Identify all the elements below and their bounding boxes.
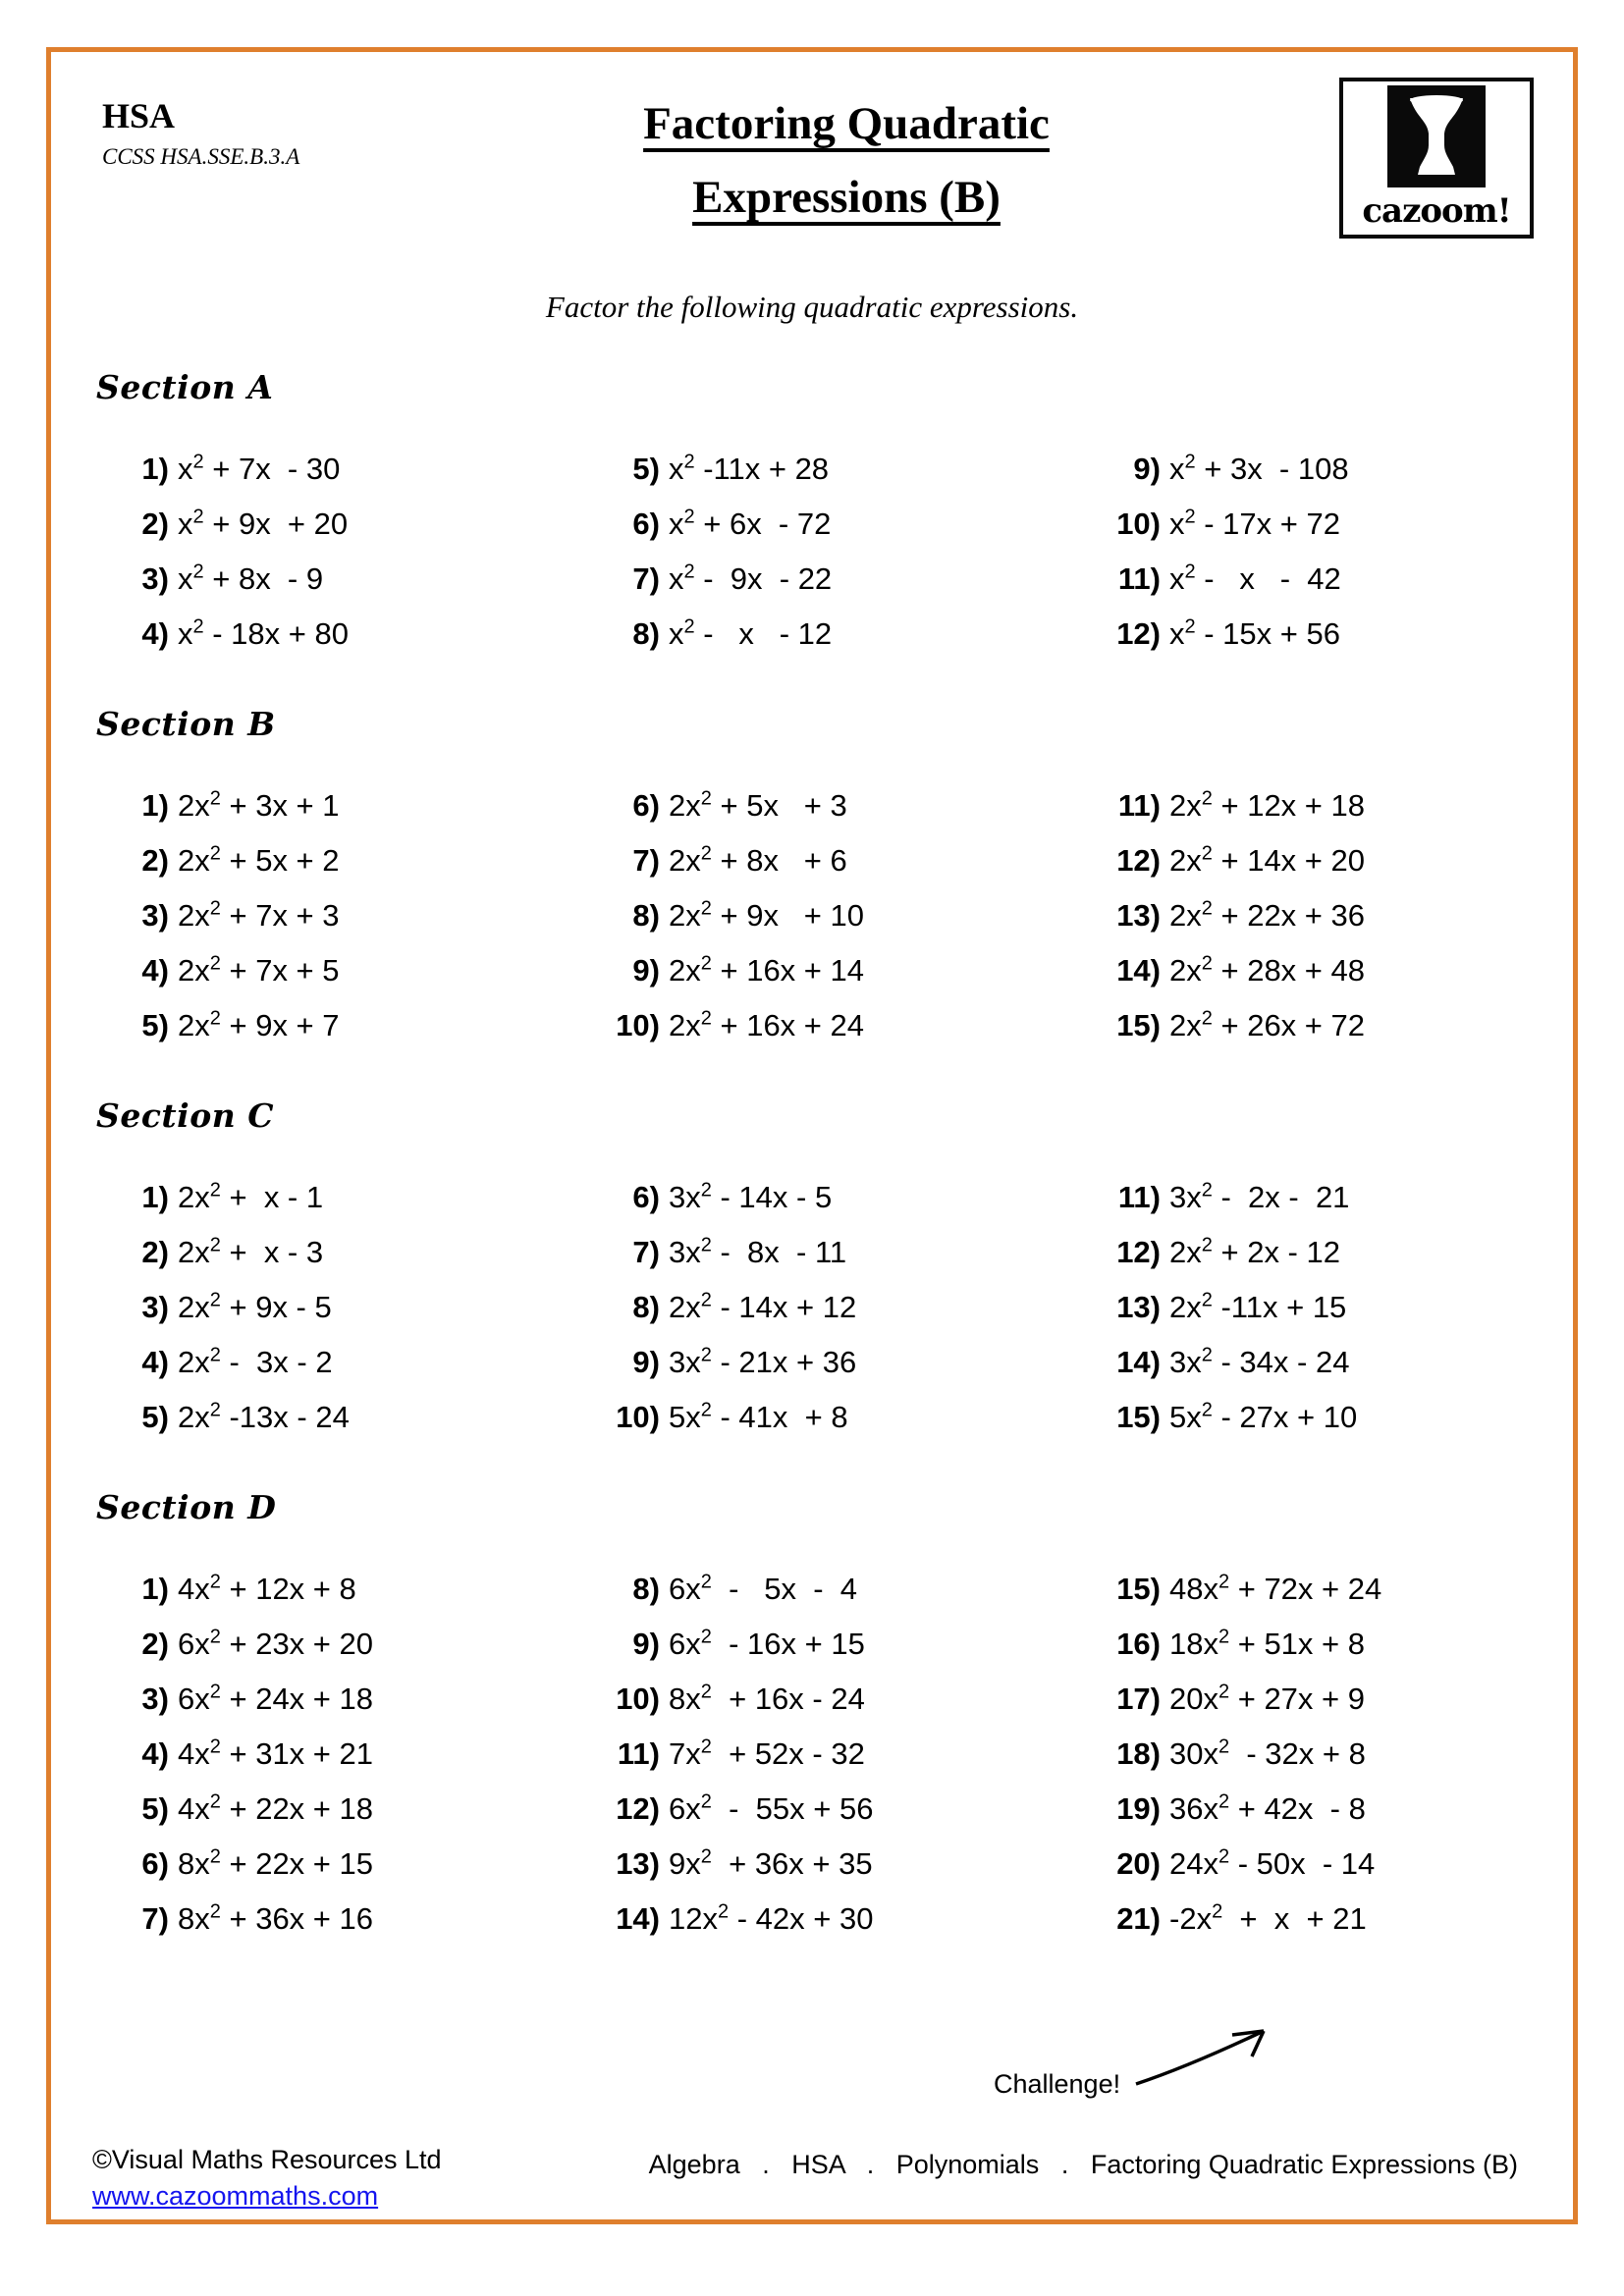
- exponent: 2: [1201, 897, 1213, 920]
- problem-row: [597, 1727, 1098, 1782]
- exponent: 2: [209, 1735, 221, 1758]
- exponent: 2: [1184, 615, 1196, 638]
- exponent: 2: [1201, 1179, 1213, 1201]
- website-link[interactable]: www.cazoommaths.com: [92, 2180, 379, 2211]
- exponent: 2: [1201, 1289, 1213, 1311]
- problem-number: 20): [1116, 1846, 1161, 1881]
- problem-expression: $3x^2 - 8x - 11$: [669, 1234, 847, 1269]
- footer: [92, 2142, 1532, 2214]
- problem-expression: $7x^2 + 52x - 32$: [669, 1735, 865, 1771]
- problem-column: [1098, 1562, 1534, 1947]
- problem-number: 7): [632, 1235, 660, 1269]
- problem-expression: $2x^2 + 12x + 18$: [1169, 787, 1365, 823]
- problem-expression: $2x^2 + 9x - 5$: [178, 1289, 332, 1324]
- problem-number: 3): [141, 1290, 169, 1324]
- problem-expression: $2x^2$ -13x - 24: [178, 1399, 350, 1434]
- exponent: 2: [209, 787, 221, 810]
- problem-column: [106, 442, 597, 662]
- page-title: [385, 78, 1308, 235]
- exponent: 2: [700, 1735, 712, 1758]
- problem-column: [106, 1170, 597, 1445]
- problem-expression: $6x^2 - 16x + 15$: [669, 1626, 865, 1661]
- exponent: 2: [683, 451, 695, 473]
- problem-row: [106, 552, 597, 607]
- problem-grid: [90, 778, 1534, 1053]
- problem-expression: $2x^2 + 7x + 5$: [178, 952, 340, 988]
- header-meta: [90, 78, 385, 170]
- problem-number: 14): [1116, 953, 1161, 988]
- exponent: 2: [209, 952, 221, 975]
- problem-expression: $36x^2 + 42x - 8$: [1169, 1790, 1366, 1826]
- exponent: 2: [717, 1900, 730, 1923]
- problem-expression: $x^2 - 18x + 80$: [178, 615, 349, 651]
- problem-row: [106, 998, 597, 1053]
- section: [90, 1096, 1534, 1445]
- exponent: 2: [700, 1234, 712, 1256]
- problem-expression: $x^2 - 15x + 56$: [1169, 615, 1340, 651]
- problem-number: 21): [1116, 1901, 1161, 1936]
- exponent: 2: [192, 615, 204, 638]
- problem-row: [597, 998, 1098, 1053]
- problem-row: [106, 833, 597, 888]
- exponent: 2: [209, 1681, 221, 1703]
- problem-number: 15): [1116, 1400, 1161, 1434]
- problem-row: [106, 1727, 597, 1782]
- problem-row: [597, 1225, 1098, 1280]
- exponent: 2: [209, 1845, 221, 1868]
- problem-number: 18): [1116, 1736, 1161, 1771]
- problem-column: [597, 1170, 1098, 1445]
- exponent: 2: [1212, 1900, 1223, 1923]
- problem-row: [597, 833, 1098, 888]
- problem-number: 13): [1116, 898, 1161, 933]
- exponent: 2: [1218, 1681, 1230, 1703]
- exponent: 2: [1184, 506, 1196, 528]
- exponent: 2: [1201, 1007, 1213, 1030]
- exponent: 2: [209, 1399, 221, 1421]
- ccss-code: CCSS HSA.SSE.B.3.A: [102, 144, 300, 169]
- problem-expression: $24x^2 - 50x - 14$: [1169, 1845, 1376, 1881]
- exponent: 2: [700, 1681, 712, 1703]
- section-heading: Section A: [96, 368, 274, 406]
- problem-row: [1098, 497, 1534, 552]
- exponent: 2: [1218, 1845, 1230, 1868]
- problem-row: [1098, 442, 1534, 497]
- problem-row: [597, 497, 1098, 552]
- problem-expression: $2x^2 + x - 1$: [178, 1179, 324, 1214]
- problem-number: 10): [616, 1400, 660, 1434]
- problem-expression: $x^2$ - x - 42: [1169, 561, 1341, 596]
- exponent: 2: [700, 1790, 712, 1813]
- problem-number: 6): [141, 1846, 169, 1881]
- exponent: 2: [209, 1007, 221, 1030]
- problem-number: 9): [1133, 452, 1161, 486]
- problem-row: [597, 778, 1098, 833]
- exponent: 2: [209, 1626, 221, 1648]
- problem-row: [106, 1672, 597, 1727]
- problem-expression: $x^2 + 3x - 108$: [1169, 451, 1349, 486]
- problem-row: [106, 1225, 597, 1280]
- challenge-label: Challenge!: [994, 2069, 1121, 2099]
- exponent: 2: [1201, 842, 1213, 865]
- problem-number: 13): [1116, 1290, 1161, 1324]
- problem-number: 12): [616, 1791, 660, 1826]
- challenge-arrow-icon: [1130, 2015, 1277, 2092]
- problem-number: 5): [141, 1400, 169, 1434]
- problem-row: [1098, 888, 1534, 943]
- problem-column: [1098, 442, 1534, 662]
- exponent: 2: [192, 451, 204, 473]
- problem-number: 16): [1116, 1627, 1161, 1661]
- problem-number: 11): [1117, 1180, 1161, 1214]
- problem-number: 12): [1116, 843, 1161, 878]
- problem-row: [106, 442, 597, 497]
- problem-row: [1098, 1672, 1534, 1727]
- problem-expression: $2x^2 + 16x + 14$: [669, 952, 864, 988]
- problem-number: 5): [632, 452, 660, 486]
- problem-number: 5): [141, 1791, 169, 1826]
- problem-row: [597, 1837, 1098, 1892]
- problem-expression: $18x^2 + 51x + 8$: [1169, 1626, 1365, 1661]
- problem-expression: $48x^2 + 72x + 24$: [1169, 1571, 1382, 1606]
- problem-row: [1098, 998, 1534, 1053]
- problem-number: 14): [1116, 1345, 1161, 1379]
- problem-row: [1098, 1390, 1534, 1445]
- problem-number: 9): [632, 1627, 660, 1661]
- problem-expression: $2x^2 + 26x + 72$: [1169, 1007, 1365, 1042]
- exponent: 2: [1218, 1735, 1230, 1758]
- problem-row: [106, 1335, 597, 1390]
- exponent: 2: [700, 1626, 712, 1648]
- problem-number: 8): [632, 1572, 660, 1606]
- problem-expression: $2x^2 + 28x + 48$: [1169, 952, 1365, 988]
- problem-row: [106, 1782, 597, 1837]
- exponent: 2: [209, 1344, 221, 1366]
- problem-number: 12): [1116, 616, 1161, 651]
- exponent: 2: [700, 1179, 712, 1201]
- problem-row: [597, 1672, 1098, 1727]
- problem-expression: $x^2 - 17x + 72$: [1169, 506, 1340, 541]
- problem-row: [597, 552, 1098, 607]
- exponent: 2: [209, 1234, 221, 1256]
- problem-expression: $2x^2 - 14x + 12$: [669, 1289, 857, 1324]
- exponent: 2: [700, 1399, 712, 1421]
- problem-row: [1098, 833, 1534, 888]
- section-heading: Section D: [96, 1488, 277, 1526]
- problem-expression: $x^2 + 6x - 72$: [669, 506, 832, 541]
- problem-expression: $x^2 + 8x - 9$: [178, 561, 324, 596]
- problem-grid: [90, 442, 1534, 662]
- exponent: 2: [209, 1790, 221, 1813]
- exponent: 2: [1201, 787, 1213, 810]
- challenge-callout: [994, 2015, 1277, 2100]
- problem-expression: $2x^2 + 5x + 2$: [178, 842, 340, 878]
- exponent: 2: [683, 561, 695, 583]
- problem-expression: $2x^2$ -11x + 15: [1169, 1289, 1347, 1324]
- problem-expression: $2x^2 + 3x + 1$: [178, 787, 340, 823]
- header: [90, 78, 1534, 239]
- problem-row: [1098, 1782, 1534, 1837]
- problem-row: [1098, 1280, 1534, 1335]
- problem-number: 11): [1117, 788, 1161, 823]
- problem-expression: $2x^2 + 9x + 7$: [178, 1007, 340, 1042]
- exponent: 2: [209, 1179, 221, 1201]
- problem-number: 17): [1116, 1682, 1161, 1716]
- problem-number: 3): [141, 561, 169, 596]
- exponent: 2: [700, 897, 712, 920]
- problem-grid: [90, 1170, 1534, 1445]
- problem-number: 7): [632, 561, 660, 596]
- problem-number: 11): [617, 1736, 660, 1771]
- problem-expression: $3x^2 - 21x + 36$: [669, 1344, 857, 1379]
- problem-row: [1098, 1335, 1534, 1390]
- exponent: 2: [683, 506, 695, 528]
- problem-expression: $30x^2 - 32x + 8$: [1169, 1735, 1366, 1771]
- problem-expression: $9x^2 + 36x + 35$: [669, 1845, 873, 1881]
- problem-column: [597, 1562, 1098, 1947]
- section: [90, 368, 1534, 662]
- problem-expression: $3x^2 - 2x - 21$: [1169, 1179, 1350, 1214]
- section-heading: Section C: [96, 1096, 274, 1135]
- exponent: 2: [1184, 451, 1196, 473]
- problem-expression: $20x^2 + 27x + 9$: [1169, 1681, 1365, 1716]
- exponent: 2: [209, 897, 221, 920]
- problem-number: 7): [141, 1901, 169, 1936]
- problem-row: [106, 1280, 597, 1335]
- section-heading: Section B: [96, 705, 276, 743]
- problem-number: 9): [632, 953, 660, 988]
- problem-number: 1): [141, 1572, 169, 1606]
- problem-expression: $3x^2 - 34x - 24$: [1169, 1344, 1350, 1379]
- problem-row: [1098, 1225, 1534, 1280]
- exponent: 2: [700, 1344, 712, 1366]
- problem-expression: $6x^2 + 23x + 20$: [178, 1626, 373, 1661]
- problem-row: [1098, 1837, 1534, 1892]
- exponent: 2: [1201, 1344, 1213, 1366]
- problem-number: 4): [141, 1736, 169, 1771]
- problem-expression: $4x^2 + 22x + 18$: [178, 1790, 373, 1826]
- problem-expression: $2x^2 + 8x + 6$: [669, 842, 847, 878]
- problem-expression: $6x^2 - 5x - 4$: [669, 1571, 858, 1606]
- problem-row: [597, 888, 1098, 943]
- problem-number: 8): [632, 616, 660, 651]
- breadcrumb: Algebra . HSA . Polynomials . Factoring Quadratic Expressions (B): [648, 2150, 1518, 2179]
- exponent: 2: [1184, 561, 1196, 583]
- problem-number: 1): [141, 452, 169, 486]
- problem-number: 4): [141, 1345, 169, 1379]
- exponent: 2: [1218, 1626, 1230, 1648]
- problem-column: [597, 778, 1098, 1053]
- problem-row: [597, 1892, 1098, 1947]
- problem-row: [1098, 1892, 1534, 1947]
- problem-expression: $2x^2 + x - 3$: [178, 1234, 324, 1269]
- drum-icon: [1387, 85, 1486, 187]
- problem-row: [597, 1782, 1098, 1837]
- problem-expression: $8x^2 + 22x + 15$: [178, 1845, 373, 1881]
- problem-number: 10): [1116, 507, 1161, 541]
- problem-expression: $8x^2 + 16x - 24$: [669, 1681, 865, 1716]
- problem-row: [1098, 1562, 1534, 1617]
- problem-row: [1098, 552, 1534, 607]
- problem-expression: $3x^2 - 14x - 5$: [669, 1179, 833, 1214]
- problem-expression: $5x^2 - 27x + 10$: [1169, 1399, 1358, 1434]
- exponent: 2: [700, 1845, 712, 1868]
- exponent: 2: [209, 842, 221, 865]
- instruction-text: Factor the following quadratic expressions.: [545, 290, 1079, 324]
- problem-row: [1098, 1170, 1534, 1225]
- title-line-2: Expressions (B): [692, 172, 1001, 224]
- problem-row: [106, 943, 597, 998]
- problem-row: [106, 497, 597, 552]
- problem-number: 3): [141, 898, 169, 933]
- problem-number: 2): [141, 1627, 169, 1661]
- problem-column: [106, 778, 597, 1053]
- problem-number: 19): [1116, 1791, 1161, 1826]
- exponent: 2: [1218, 1790, 1230, 1813]
- problem-row: [106, 1837, 597, 1892]
- problem-number: 13): [616, 1846, 660, 1881]
- sections: [90, 368, 1534, 1947]
- problem-expression: $6x^2 + 24x + 18$: [178, 1681, 373, 1716]
- problem-expression: $4x^2 + 31x + 21$: [178, 1735, 373, 1771]
- problem-row: [1098, 607, 1534, 662]
- worksheet-page: [46, 47, 1578, 2224]
- problem-row: [597, 1280, 1098, 1335]
- exponent: 2: [209, 1289, 221, 1311]
- problem-row: [597, 1617, 1098, 1672]
- problem-column: [1098, 1170, 1534, 1445]
- problem-expression: $2x^2 + 2x - 12$: [1169, 1234, 1340, 1269]
- problem-row: [597, 1562, 1098, 1617]
- problem-expression: $12x^2 - 42x + 30$: [669, 1900, 874, 1936]
- cazoom-logo: [1339, 78, 1534, 239]
- exponent: 2: [1201, 952, 1213, 975]
- section: [90, 705, 1534, 1053]
- problem-row: [1098, 778, 1534, 833]
- problem-expression: $x^2$ - x - 12: [669, 615, 833, 651]
- problem-row: [106, 607, 597, 662]
- problem-number: 12): [1116, 1235, 1161, 1269]
- exponent: 2: [192, 506, 204, 528]
- exponent: 2: [1218, 1571, 1230, 1593]
- problem-number: 6): [632, 507, 660, 541]
- exponent: 2: [1201, 1399, 1213, 1421]
- problem-row: [597, 607, 1098, 662]
- section: [90, 1488, 1534, 1947]
- problem-row: [597, 1335, 1098, 1390]
- problem-number: 9): [632, 1345, 660, 1379]
- problem-row: [1098, 943, 1534, 998]
- copyright-text: ©Visual Maths Resources Ltd: [92, 2145, 442, 2175]
- problem-number: 6): [632, 1180, 660, 1214]
- problem-row: [597, 1390, 1098, 1445]
- problem-row: [597, 943, 1098, 998]
- problem-row: [106, 1170, 597, 1225]
- problem-number: 2): [141, 843, 169, 878]
- problem-row: [597, 1170, 1098, 1225]
- problem-row: [106, 778, 597, 833]
- exponent: 2: [700, 1007, 712, 1030]
- problem-number: 15): [1116, 1008, 1161, 1042]
- problem-row: [106, 1892, 597, 1947]
- problem-number: 8): [632, 898, 660, 933]
- problem-row: [1098, 1727, 1534, 1782]
- problem-number: 10): [616, 1682, 660, 1716]
- problem-number: 7): [632, 843, 660, 878]
- problem-number: 8): [632, 1290, 660, 1324]
- problem-number: 2): [141, 507, 169, 541]
- exponent: 2: [700, 842, 712, 865]
- problem-column: [597, 442, 1098, 662]
- problem-column: [106, 1562, 597, 1947]
- problem-row: [106, 888, 597, 943]
- problem-column: [1098, 778, 1534, 1053]
- problem-expression: $2x^2 + 5x + 3$: [669, 787, 847, 823]
- exponent: 2: [700, 1289, 712, 1311]
- footer-left: [92, 2142, 442, 2214]
- problem-expression: $4x^2 + 12x + 8$: [178, 1571, 356, 1606]
- problem-expression: $x^2 + 9x + 20$: [178, 506, 349, 541]
- problem-expression: $2x^2 + 16x + 24$: [669, 1007, 864, 1042]
- problem-number: 4): [141, 953, 169, 988]
- exponent: 2: [700, 787, 712, 810]
- problem-number: 1): [141, 1180, 169, 1214]
- logo-wordmark: cazoom!: [1362, 191, 1511, 231]
- problem-number: 14): [616, 1901, 660, 1936]
- problem-number: 15): [1116, 1572, 1161, 1606]
- problem-row: [106, 1390, 597, 1445]
- problem-expression: $-2x^2 + x + 21$: [1169, 1900, 1367, 1936]
- problem-expression: $2x^2 - 3x - 2$: [178, 1344, 333, 1379]
- problem-number: 3): [141, 1682, 169, 1716]
- problem-expression: $8x^2 + 36x + 16$: [178, 1900, 373, 1936]
- problem-expression: $2x^2 + 14x + 20$: [1169, 842, 1365, 878]
- problem-expression: $2x^2 + 22x + 36$: [1169, 897, 1365, 933]
- exponent: 2: [209, 1900, 221, 1923]
- course-code: HSA: [102, 96, 176, 135]
- problem-expression: $2x^2 + 7x + 3$: [178, 897, 340, 933]
- problem-number: 11): [1117, 561, 1161, 596]
- problem-row: [106, 1562, 597, 1617]
- title-line-1: Factoring Quadratic: [643, 98, 1050, 149]
- problem-expression: $5x^2 - 41x + 8$: [669, 1399, 848, 1434]
- problem-number: 4): [141, 616, 169, 651]
- problem-expression: $6x^2 - 55x + 56$: [669, 1790, 874, 1826]
- exponent: 2: [700, 1571, 712, 1593]
- problem-number: 2): [141, 1235, 169, 1269]
- problem-number: 1): [141, 788, 169, 823]
- problem-row: [1098, 1617, 1534, 1672]
- exponent: 2: [209, 1571, 221, 1593]
- problem-grid: [90, 1562, 1534, 1947]
- exponent: 2: [683, 615, 695, 638]
- problem-expression: $x^2 + 7x - 30$: [178, 451, 341, 486]
- problem-number: 6): [632, 788, 660, 823]
- problem-expression: $x^2 - 9x - 22$: [669, 561, 833, 596]
- problem-number: 5): [141, 1008, 169, 1042]
- problem-row: [106, 1617, 597, 1672]
- problem-number: 10): [616, 1008, 660, 1042]
- problem-row: [597, 442, 1098, 497]
- exponent: 2: [1201, 1234, 1213, 1256]
- exponent: 2: [192, 561, 204, 583]
- problem-expression: $2x^2 + 9x + 10$: [669, 897, 864, 933]
- exponent: 2: [700, 952, 712, 975]
- problem-expression: $x^2$ -11x + 28: [669, 451, 830, 486]
